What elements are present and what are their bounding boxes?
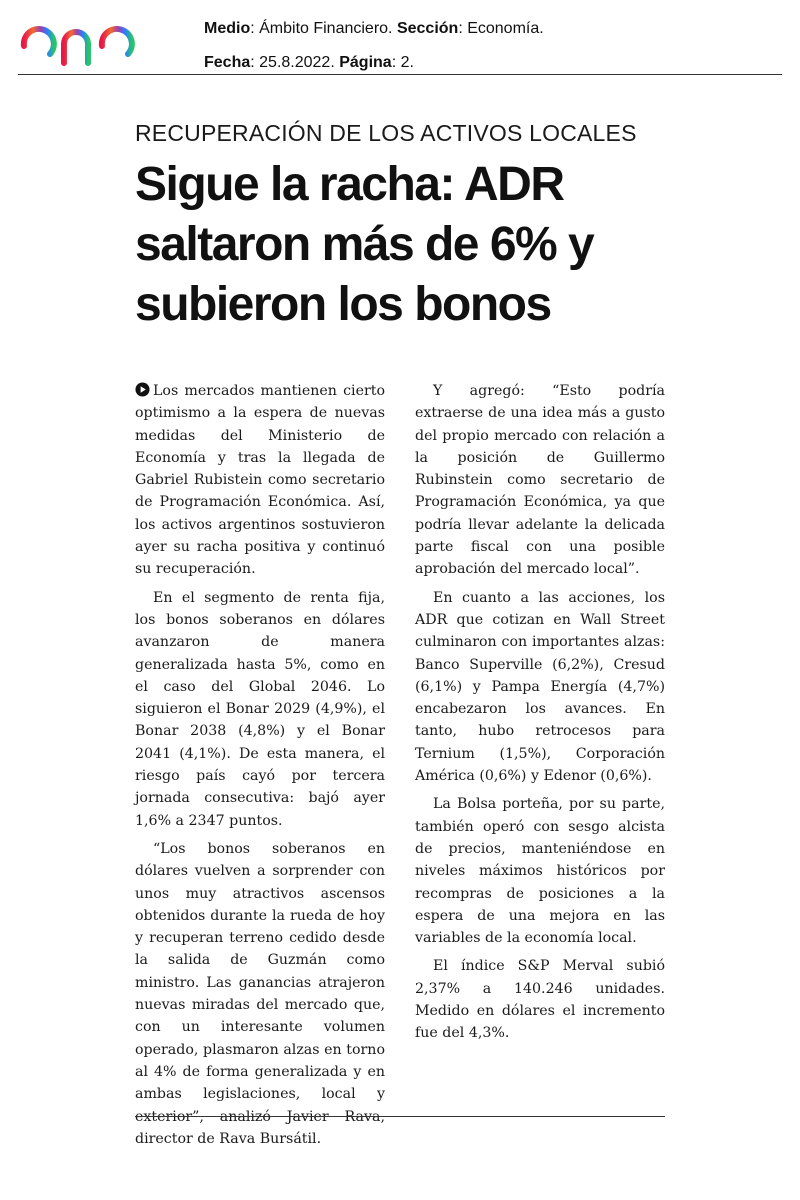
fecha-label: Fecha bbox=[204, 54, 251, 71]
medio-label: Medio bbox=[204, 20, 251, 37]
paragraph-text: Los mercados mantienen cierto optimismo a la espera de nuevas medidas del Ministerio de Economía y tras la llegada de Gabriel Rubistein como secretario de Programación Económica. Así, los activos argentinos sostuvieron ayer su racha positiva y continuó su recuperación. bbox=[135, 383, 385, 578]
paragraph: Y agregó: “Esto podría extraerse de una idea más a gusto del propio mercado con relación a la posición de Guillermo Rubinstein como secretario de Programación Económica, ya que podría llevar adelante la delicada parte fiscal con una posible aprobación del mercado local”. bbox=[415, 383, 665, 578]
body-column-left bbox=[135, 380, 385, 1156]
article-body bbox=[135, 380, 665, 1156]
seccion-label: Sección bbox=[396, 20, 459, 37]
meta-line-1: Medio: Ámbito Financiero. Sección: Economía. bbox=[204, 20, 544, 37]
article-kicker: RECUPERACIÓN DE LOS ACTIVOS LOCALES bbox=[135, 120, 637, 146]
play-bullet-icon bbox=[135, 382, 150, 397]
pagina-value: 2. bbox=[400, 54, 414, 71]
fecha-value: 25.8.2022. bbox=[259, 54, 335, 71]
document-meta bbox=[204, 12, 544, 80]
enel-logo bbox=[18, 8, 178, 68]
seccion-value: Economía. bbox=[467, 20, 544, 37]
headline-line-2: saltaron más de 6% y bbox=[135, 218, 594, 271]
paragraph: El índice S&P Merval subió 2,37% a 140.246 unidades. Medido en dólares el incremento fue del 4,3%. bbox=[415, 958, 665, 1042]
paragraph: “Los bonos soberanos en dólares vuelven a sorprender con unos muy atractivos ascensos obtenidos durante la rueda de hoy y recuperan terreno cedido desde la salida de Guzmán como ministro. Las ganancias atrajeron nuevas miradas del mercado que, con un interesante volumen operado, plasmaron alzas en torno al 4% de forma generalizada y en ambas legislaciones, local y exterior”, analizó Javier Rava, director de Rava Bursátil. bbox=[135, 840, 385, 1147]
footer-divider bbox=[135, 1116, 665, 1117]
paragraph: En el segmento de renta fija, los bonos soberanos en dólares avanzaron de manera generalizada hasta 5%, como en el caso del Global 2046. Lo siguieron el Bonar 2029 (4,9%), el Bonar 2038 (4,8%) y el Bonar 2041 (4,1%). De esta manera, el riesgo país cayó por tercera jornada consecutiva: bajó ayer 1,6% a 2347 puntos. bbox=[135, 589, 385, 829]
document-header bbox=[18, 8, 782, 74]
headline-line-3: subieron los bonos bbox=[135, 278, 551, 331]
article-heading bbox=[135, 120, 665, 335]
headline-line-1: Sigue la racha: ADR bbox=[135, 158, 564, 211]
medio-value: Ámbito Financiero. bbox=[259, 20, 393, 37]
header-divider bbox=[18, 74, 782, 75]
body-column-right bbox=[415, 380, 665, 1156]
paragraph bbox=[135, 380, 385, 581]
paragraph: En cuanto a las acciones, los ADR que cotizan en Wall Street culminaron con importantes alzas: Banco Superville (6,2%), Cresud (6,1%) y Pampa Energía (4,7%) encabezaron los avances. En tanto, hubo retrocesos para Ternium (1,5%), Corporación América (0,6%) y Edenor (0,6%). bbox=[415, 589, 665, 785]
paragraph: La Bolsa porteña, por su parte, también operó con sesgo alcista de precios, manteniéndose en niveles máximos históricos por recompras de posiciones a la espera de una mejora en las variables de la economía local. bbox=[415, 796, 665, 947]
pagina-label: Página bbox=[339, 54, 392, 71]
article-headline bbox=[135, 155, 665, 335]
meta-line-2: Fecha: 25.8.2022. Página: 2. bbox=[204, 54, 414, 71]
